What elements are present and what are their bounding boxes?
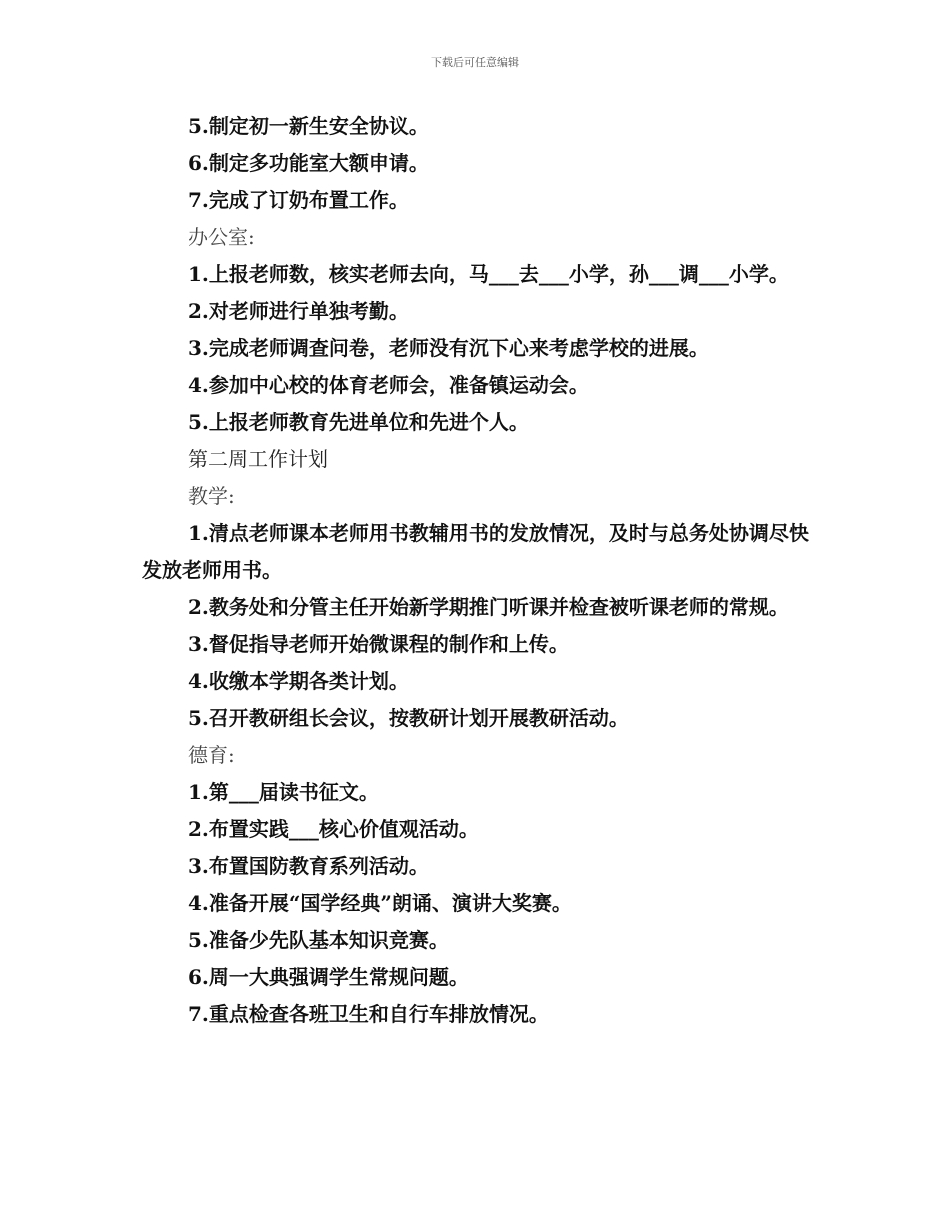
section-heading-office: 办公室:: [188, 225, 255, 249]
list-item: 7.完成了订奶布置工作。: [188, 188, 409, 212]
list-item: 5.上报老师教育先进单位和先进个人。: [188, 410, 529, 434]
list-item: 4.参加中心校的体育老师会，准备镇运动会。: [188, 373, 589, 397]
document-body: [142, 108, 812, 1033]
week-plan-title: 第二周工作计划: [188, 447, 328, 471]
list-item: 5.准备少先队基本知识竞赛。: [188, 928, 449, 952]
list-item: 1.第___届读书征文。: [188, 780, 379, 804]
list-item: 5.制定初一新生安全协议。: [188, 114, 429, 138]
list-item: 7.重点检查各班卫生和自行车排放情况。: [188, 1002, 549, 1026]
list-item: 1.上报老师数，核实老师去向，马___去___小学，孙___调___小学。: [188, 262, 789, 286]
list-item: 2.教务处和分管主任开始新学期推门听课并检查被听课老师的常规。: [188, 595, 789, 619]
section-heading-teaching: 教学:: [188, 484, 235, 508]
list-item: 4.准备开展“国学经典”朗诵、演讲大奖赛。: [188, 891, 572, 915]
list-item: 6.制定多功能室大额申请。: [188, 151, 429, 175]
list-item: 3.布置国防教育系列活动。: [188, 854, 429, 878]
list-item: 2.布置实践___核心价值观活动。: [188, 817, 479, 841]
list-item: 1.清点老师课本老师用书教辅用书的发放情况，及时与总务处协调尽快发放老师用书。: [142, 521, 809, 582]
list-item: 3.督促指导老师开始微课程的制作和上传。: [188, 632, 569, 656]
list-item: 5.召开教研组长会议，按教研计划开展教研活动。: [188, 706, 629, 730]
list-item: 4.收缴本学期各类计划。: [188, 669, 409, 693]
section-heading-moral: 德育:: [188, 743, 235, 767]
page-header: 下载后可任意编辑: [431, 56, 519, 69]
list-item: 6.周一大典强调学生常规问题。: [188, 965, 469, 989]
list-item: 2.对老师进行单独考勤。: [188, 299, 409, 323]
list-item: 3.完成老师调查问卷，老师没有沉下心来考虑学校的进展。: [188, 336, 709, 360]
